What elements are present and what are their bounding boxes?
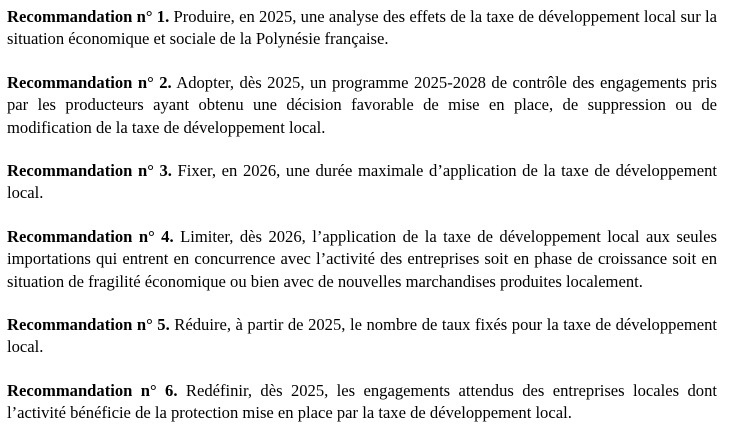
recommendation-label: Recommandation n° 5. xyxy=(7,315,170,335)
recommendation-text: Limiter, dès 2026, l’application de la taxe de développement local aux seules importations qui entrent en concurrence avec l’activité des entreprises soit en phase de croissance soit en situation de fragilité économique ou bien avec de nouvelles marchandises produites localement. xyxy=(7,226,717,291)
recommendation-label: Recommandation n° 2. xyxy=(7,72,172,92)
recommendation-label: Recommandation n° 4. xyxy=(7,226,174,246)
recommendation-label: Recommandation n° 1. xyxy=(7,7,170,26)
recommendation-text: Produire, en 2025, une analyse des effets de la taxe de développement local sur la situation économique et sociale de la Polynésie française. xyxy=(7,7,717,49)
recommendation-1 xyxy=(7,6,717,51)
recommendation-4 xyxy=(7,226,717,293)
recommendation-5 xyxy=(7,314,717,359)
recommendation-6 xyxy=(7,380,717,425)
recommendation-label: Recommandation n° 3. xyxy=(7,161,172,181)
recommendation-text: Fixer, en 2026, une durée maximale d’application de la taxe de développement local. xyxy=(7,161,717,203)
recommendation-text: Redéfinir, dès 2025, les engagements attendus des entreprises locales dont l’activité bénéficie de la protection mise en place par la taxe de développement local. xyxy=(7,380,717,423)
recommendation-text: Réduire, à partir de 2025, le nombre de taux fixés pour la taxe de développement local. xyxy=(7,315,717,357)
recommendation-label: Recommandation n° 6. xyxy=(7,380,178,400)
recommendation-text: Adopter, dès 2025, un programme 2025-2028 de contrôle des engagements pris par les producteurs ayant obtenu une décision favorable de mise en place, de suppression ou de modification de la taxe de développement local. xyxy=(7,72,717,137)
recommendations-document xyxy=(7,6,717,446)
recommendation-3 xyxy=(7,160,717,205)
recommendation-2 xyxy=(7,72,717,139)
